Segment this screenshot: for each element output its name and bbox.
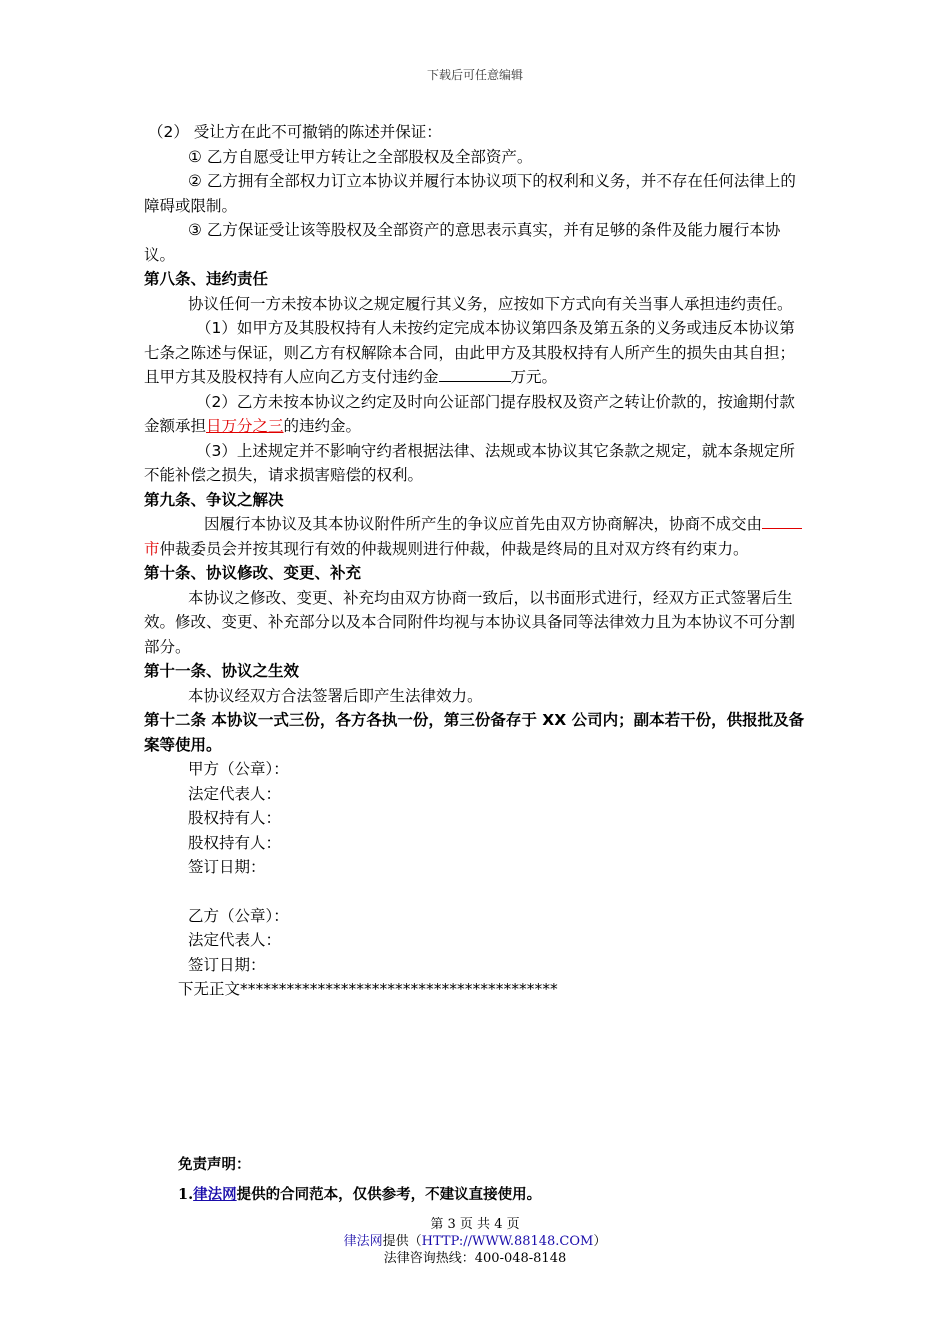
signature-spacer xyxy=(144,880,808,904)
disclaimer xyxy=(178,1150,541,1210)
article-8-item-1-text: （1）如甲方及其股权持有人未按约定完成本协议第四条及第五条的义务或违反本协议第七条之陈述与保证，则乙方有权解除本合同，由此甲方及其股权持有人所产生的损失由其自担；且甲方其及股权持有人应向乙方支付违约金 xyxy=(144,319,796,386)
daily-rate-highlight: 日万分之三 xyxy=(206,417,284,435)
page-number: 第 3 页 共 4 页 xyxy=(430,1217,520,1232)
disclaimer-title: 免责声明： xyxy=(178,1156,251,1173)
party-a-shareholder-label-1: 股权持有人： xyxy=(188,809,282,827)
footer-site-link[interactable]: 律法网 xyxy=(343,1234,383,1249)
party-b-representative-label: 法定代表人： xyxy=(188,931,282,949)
article-8-item-2 xyxy=(144,390,808,439)
party-a-signature-block xyxy=(144,757,808,880)
article-8-item-2-end: 的违约金。 xyxy=(283,417,362,435)
article-8-item-3: （3）上述规定并不影响守约者根据法律、法规或本协议其它条款之规定，就本条规定所不能补偿之损失，请求损害赔偿的权利。 xyxy=(144,441,795,484)
article-11-heading: 第十一条、协议之生效 xyxy=(144,662,300,680)
disclaimer-line-1 xyxy=(178,1180,541,1210)
party-a-representative-label: 法定代表人： xyxy=(188,784,282,803)
article-11-text: 本协议经双方合法签署后即产生法律效力。 xyxy=(188,686,483,705)
contract-body xyxy=(144,120,808,1002)
city-blank xyxy=(762,512,802,529)
footer-hotline: 法律咨询热线：400-048-8148 xyxy=(383,1251,567,1266)
article-8-item-1-unit: 万元。 xyxy=(510,368,558,386)
article-9-text-end: 仲裁委员会并按其现行有效的仲裁规则进行仲裁，仲裁是终局的且对双方终有约束力。 xyxy=(159,539,749,558)
clause-7-2-item-1: ① 乙方自愿受让甲方转让之全部股权及全部资产。 xyxy=(188,147,533,166)
article-9-text-start: 因履行本协议及其本协议附件所产生的争议应首先由双方协商解决，协商不成交由 xyxy=(204,515,763,533)
party-b-seal-label: 乙方（公章）： xyxy=(188,906,289,925)
footer-close-paren: ） xyxy=(593,1234,607,1249)
article-8-item-1 xyxy=(144,316,808,390)
footer-provider-line xyxy=(0,1233,950,1250)
party-b-date-label: 签订日期： xyxy=(188,955,266,974)
party-a-date-label: 签订日期： xyxy=(188,858,266,876)
party-a-shareholder-label-2: 股权持有人： xyxy=(188,833,282,852)
article-10-text: 本协议之修改、变更、补充均由双方协商一致后，以书面形式进行，经双方正式签署后生效。修改、变更、补充部分以及本合同附件均视与本协议具备同等法律效力且为本协议不可分割部分。 xyxy=(144,588,796,656)
party-a-seal-label: 甲方（公章）： xyxy=(188,760,289,778)
page-header: 下载后可任意编辑 xyxy=(426,68,523,82)
clause-7-2-item-2: ② 乙方拥有全部权力订立本协议并履行本协议项下的权利和义务，并不存在任何法律上的障碍或限制。 xyxy=(144,172,796,215)
lvfa-link[interactable]: 律法网 xyxy=(193,1186,237,1203)
clause-7-2-intro: （2） 受让方在此不可撤销的陈述并保证： xyxy=(148,123,442,141)
article-12-heading: 第十二条 本协议一式三份，各方各执一份，第三份备存于 XX 公司内；副本若干份，供报批及备案等使用。 xyxy=(144,711,805,754)
page-footer xyxy=(0,1216,950,1267)
article-8-item-2-text: （2）乙方未按本协议之约定及时向公证部门提存股权及资产之转让价款的，按逾期付款金额承担 xyxy=(144,392,795,435)
city-suffix: 市 xyxy=(144,539,160,558)
footer-provided-text: 提供（ xyxy=(382,1234,422,1249)
disclaimer-line-1-text: 提供的合同范本，仅供参考，不建议直接使用。 xyxy=(236,1186,542,1203)
footer-url-link[interactable]: HTTP://WWW.88148.COM xyxy=(421,1234,594,1249)
article-8-heading: 第八条、违约责任 xyxy=(144,270,269,288)
article-8-intro: 协议任何一方未按本协议之规定履行其义务，应按如下方式向有关当事人承担违约责任。 xyxy=(188,294,793,313)
article-10-heading: 第十条、协议修改、变更、补充 xyxy=(144,564,362,582)
article-9-text xyxy=(144,512,808,561)
disclaimer-number: 1. xyxy=(178,1186,194,1203)
end-of-text-marker: 下无正文***************************************** xyxy=(178,980,558,998)
article-9-heading: 第九条、争议之解决 xyxy=(144,490,284,509)
clause-7-2-item-3: ③ 乙方保证受让该等股权及全部资产的意思表示真实，并有足够的条件及能力履行本协议。 xyxy=(144,221,781,264)
party-b-signature-block xyxy=(144,904,808,978)
penalty-amount-blank xyxy=(439,365,511,382)
